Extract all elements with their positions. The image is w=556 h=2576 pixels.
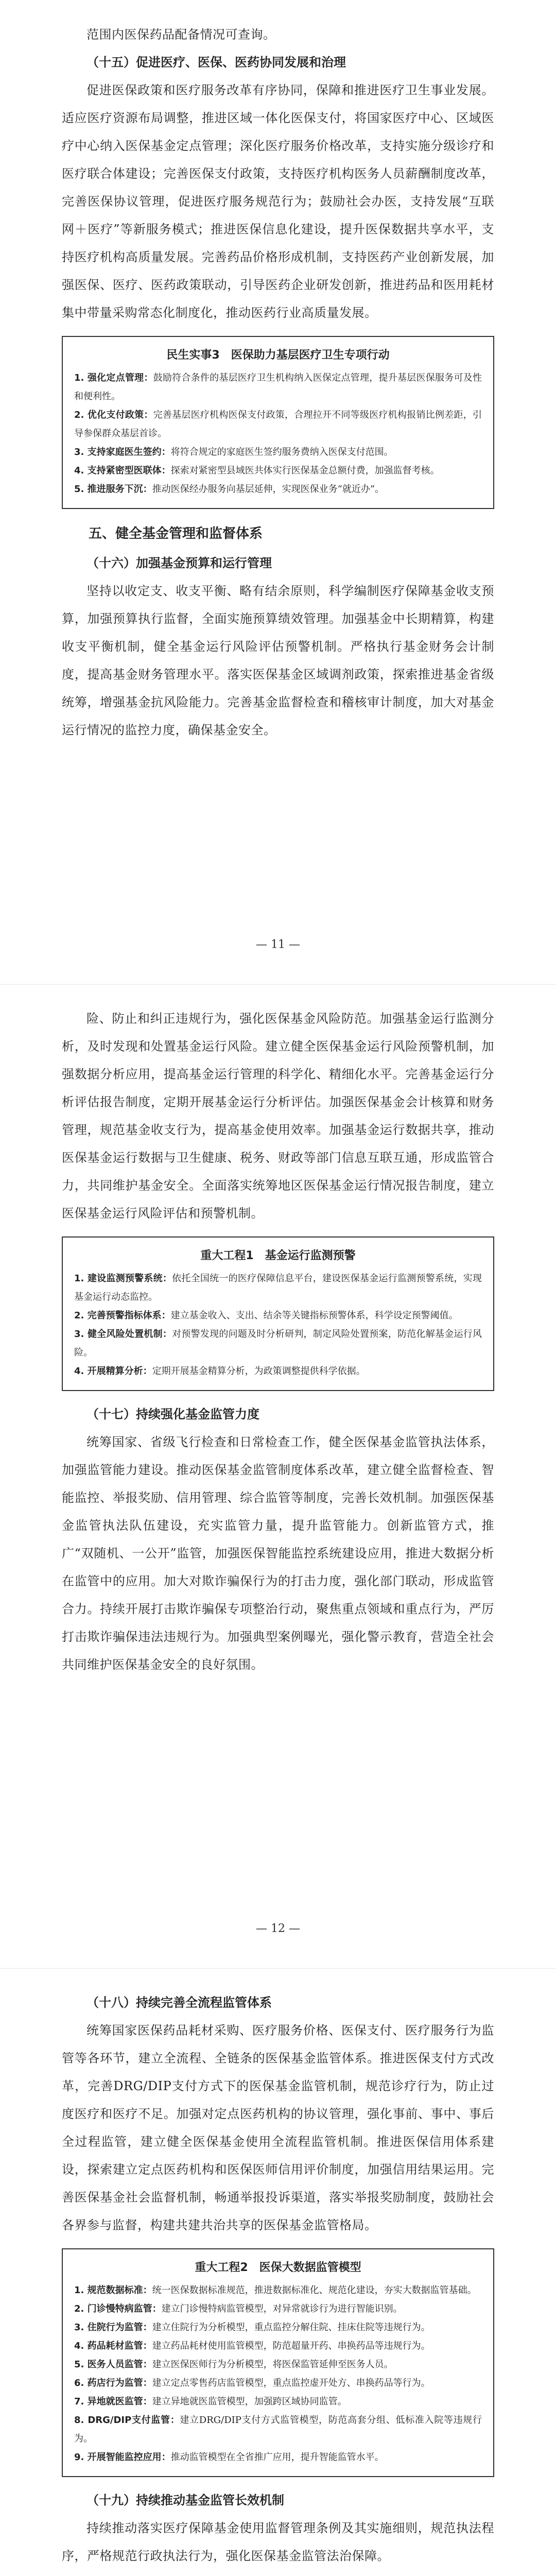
box-item-key: 5. 推进服务下沉： xyxy=(74,484,152,495)
box-item-key: 6. 药店行为监管： xyxy=(74,2378,152,2388)
box-item xyxy=(74,406,482,443)
box-item xyxy=(74,443,482,462)
document-page xyxy=(0,0,556,984)
box-title: 民生实事3 医保助力基层医疗卫生专项行动 xyxy=(166,349,390,362)
page-number: — 11 — xyxy=(256,938,300,951)
box-item xyxy=(74,462,482,480)
box-item-text: 建立住院行为分析模型，重点监控分解住院、挂床住院等违规行为。 xyxy=(152,2322,430,2333)
body-paragraph: 统筹国家医保药品耗材采购、医疗服务价格、医保支付、医疗服务行为监管等各环节，建立全流程、全链条的医保基金监管体系。推进医保支付方式改革，完善DRG/DIP支付方式下的医保基金监管机制，规范诊疗行为，防止过度医疗和医疗不足。加强对定点医药机构的协议管理，强化事前、事中、事后全过程监管，建立健全医保基金使用全流程监管机制。推进医保信用体系建设，探索建立定点医药机构和医保医师信用评价制度，加强信用结果运用。完善医保基金社会监督机制，畅通举报投诉渠道，落实举报奖励制度，鼓励社会各界参与监督，构建共建共治共享的医保基金监管格局。 xyxy=(62,2023,494,2232)
box-item xyxy=(74,1362,482,1381)
body-paragraph: 促进医保政策和医疗服务改革有序协同，保障和推进医疗卫生事业发展。适应医疗资源布局调整，推进区域一体化医保支付，将国家医疗中心、区域医疗中心纳入医保基金定点管理；深化医疗服务价格改革，支持实施分级诊疗和医疗联合体建设；完善医保支付政策，支持医疗机构医务人员薪酬制度改革，完善医保协议管理，促进医疗服务规范行为；鼓励社会办医，支持发展“互联网＋医疗”等新服务模式；推进医保信息化建设，提升医保数据共享水平，支持医疗机构高质量发展。完善药品价格形成机制，支持医药产业创新发展，加强医保、医疗、医药政策联动，引导医药企业研发创新，推进药品和医用耗材集中带量采购常态化制度化，推动医药行业高质量发展。 xyxy=(62,83,494,320)
box-item-text: 建立基金收入、支出、结余等关键指标预警体系，科学设定预警阈值。 xyxy=(170,1310,458,1321)
box-item-key: 3. 健全风险处置机制： xyxy=(74,1329,172,1340)
box-item-key: 8. DRG/DIP支付监管： xyxy=(74,2415,180,2426)
box-item xyxy=(74,2393,482,2411)
box-item-text: 将符合规定的家庭医生签约服务费纳入医保支付范围。 xyxy=(170,447,393,457)
page-separator xyxy=(0,984,556,985)
box-item-text: 建立门诊慢特病监管模型，对异常就诊行为进行智能识别。 xyxy=(161,2303,403,2314)
body-paragraph: 范围内医保药品配备情况可查询。 xyxy=(86,27,276,42)
box-item-text: 对预警发现的问题及时分析研判，制定风险处置预案，防范化解基金运行风险。 xyxy=(74,1329,482,1358)
box-item-text: 统一医保数据标准规范，推进数据标准化、规范化建设，夯实大数据监管基础。 xyxy=(152,2285,477,2296)
box-item xyxy=(74,369,482,406)
subsection-heading: （十九）持续推动基金监管长效机制 xyxy=(86,2493,284,2507)
box-item-key: 3. 住院行为监管： xyxy=(74,2322,152,2333)
box-item-text: 推动医保经办服务向基层延伸，实现医保业务“就近办”。 xyxy=(152,484,385,495)
box-item-key: 7. 异地就医监管： xyxy=(74,2396,152,2407)
page-content xyxy=(62,21,494,744)
box-item-text: 建立医保医师行为分析模型，将医保监管延伸至医务人员。 xyxy=(152,2359,393,2370)
body-paragraph: 坚持以收定支、收支平衡、略有结余原则，科学编制医疗保障基金收支预算，加强预算执行监督，全面实施预算绩效管理。加强基金中长期精算，构建收支平衡机制，健全基金运行风险评估预警机制。严格执行基金财务会计制度，提高基金财务管理水平。落实医保基金区域调剂政策，探索推进基金省级统筹，增强基金抗风险能力。完善基金监督检查和稽核审计制度，加大对基金运行情况的监控力度，确保基金安全。 xyxy=(62,584,494,737)
page-separator xyxy=(0,1968,556,1969)
box-item-text: 建立药品耗材使用监管模型，防范超量开药、串换药品等违规行为。 xyxy=(152,2341,430,2351)
body-paragraph: 持续推动落实医疗保障基金使用监督管理条例及其实施细则，规范执法程序，严格规范行政执法行为，强化医保基金监管法治保障。 xyxy=(62,2521,494,2563)
box-item-key: 4. 药品耗材监管： xyxy=(74,2341,152,2351)
box-item-key: 4. 开展精算分析： xyxy=(74,1366,152,1377)
box-item xyxy=(74,2300,482,2318)
box-item xyxy=(74,1325,482,1362)
box-item-text: 推动监管模型在全省推广应用，提升智能监管水平。 xyxy=(170,2452,384,2463)
box-item xyxy=(74,2411,482,2448)
body-paragraph: 险、防止和纠正违规行为，强化医保基金风险防范。加强基金运行监测分析，及时发现和处置基金运行风险。建立健全医保基金运行风险预警机制，加强数据分析应用，提高基金运行管理的科学化、精细化水平。完善基金运行分析评估报告制度，定期开展基金运行分析评估。加强医保基金会计核算和财务管理，规范基金收支行为，提高基金使用效率。加强基金运行数据共享，推动医保基金运行数据与卫生健康、税务、财政等部门信息互联互通，形成监管合力，共同维护基金安全。全面落实统筹地区医保基金运行情况报告制度，建立医保基金运行风险评估和预警机制。 xyxy=(62,1011,494,1221)
box-item xyxy=(74,2337,482,2355)
box-item xyxy=(74,2318,482,2337)
page-content xyxy=(62,1989,494,2570)
box-item-key: 9. 开展智能监控应用： xyxy=(74,2452,171,2463)
box-item-text: 完善基层医疗机构医保支付政策，合理拉开不同等级医疗机构报销比例差距，引导参保群众基层首诊。 xyxy=(74,410,482,439)
box-item-key: 3. 支持家庭医生签约： xyxy=(74,447,171,457)
subsection-heading: （十六）加强基金预算和运行管理 xyxy=(86,556,272,570)
box-item xyxy=(74,480,482,499)
box-item xyxy=(74,2374,482,2393)
body-paragraph: 统筹国家、省级飞行检查和日常检查工作，健全医保基金监管执法体系，加强监管能力建设。推动医保基金监管制度体系改革，建立健全监督检查、智能监控、举报奖励、信用管理、综合监管等制度，完善长效机制。加强医保基金监管执法队伍建设，充实监管力量，提升监管能力。创新监管方式，推广“双随机、一公开”监管，加强医保智能监控系统建设应用，推进大数据分析在监管中的应用。加大对欺诈骗保行为的打击力度，强化部门联动，形成监管合力。持续开展打击欺诈骗保专项整治行动，聚焦重点领域和重点行为，严厉打击欺诈骗保违法违规行为。加强典型案例曝光，强化警示教育，营造全社会共同维护医保基金安全的良好氛围。 xyxy=(62,1435,494,1672)
page-content xyxy=(62,1005,494,1679)
highlight-box xyxy=(62,1236,494,1391)
document-page xyxy=(0,1968,556,2576)
box-item-text: 依托全国统一的医疗保障信息平台，建设医保基金运行监测预警系统，实现基金运行动态监控。 xyxy=(74,1273,482,1302)
box-item-text: 建立异地就医监管模型，加强跨区域协同监管。 xyxy=(152,2396,347,2407)
box-title: 重大工程2 医保大数据监管模型 xyxy=(195,2261,361,2274)
subsection-heading: （十五）促进医疗、医保、医药协同发展和治理 xyxy=(86,55,346,70)
subsection-heading: （十七）持续强化基金监管力度 xyxy=(86,1407,259,1421)
page-number: — 12 — xyxy=(256,1922,300,1935)
box-item-key: 5. 医务人员监管： xyxy=(74,2359,152,2370)
box-item-text: 建立定点零售药店监管模型，重点监控虚开处方、串换药品等行为。 xyxy=(152,2378,430,2388)
box-item-key: 2. 完善预警指标体系： xyxy=(74,1310,171,1321)
box-item-key: 4. 支持紧密型医联体： xyxy=(74,465,171,476)
box-item-text: 鼓励符合条件的基层医疗卫生机构纳入医保定点管理，提升基层医保服务可及性和便利性。 xyxy=(74,372,482,402)
box-item xyxy=(74,1307,482,1325)
section-heading: 五、健全基金管理和监督体系 xyxy=(89,526,263,541)
box-item xyxy=(74,1269,482,1307)
box-item-key: 1. 规范数据标准： xyxy=(74,2285,152,2296)
box-item xyxy=(74,2281,482,2300)
box-item xyxy=(74,2448,482,2467)
box-item-text: 探索对紧密型县域医共体实行医保基金总额付费，加强监督考核。 xyxy=(170,465,440,476)
box-item-key: 1. 强化定点管理： xyxy=(74,372,153,383)
box-item-key: 1. 建设监测预警系统： xyxy=(74,1273,172,1284)
document-page xyxy=(0,984,556,1968)
highlight-box xyxy=(62,336,494,509)
box-item-key: 2. 优化支付政策： xyxy=(74,410,153,420)
box-title: 重大工程1 基金运行监测预警 xyxy=(200,1249,356,1262)
box-item-text: 定期开展基金精算分析，为政策调整提供科学依据。 xyxy=(152,1366,366,1377)
subsection-heading: （十八）持续完善全流程监管体系 xyxy=(86,1995,272,2010)
box-item-text: 建立DRG/DIP支付方式监管模型，防范高套分组、低标准入院等违规行为。 xyxy=(74,2415,482,2444)
highlight-box xyxy=(62,2248,494,2477)
box-item-key: 2. 门诊慢特病监管： xyxy=(74,2303,162,2314)
box-item xyxy=(74,2355,482,2374)
